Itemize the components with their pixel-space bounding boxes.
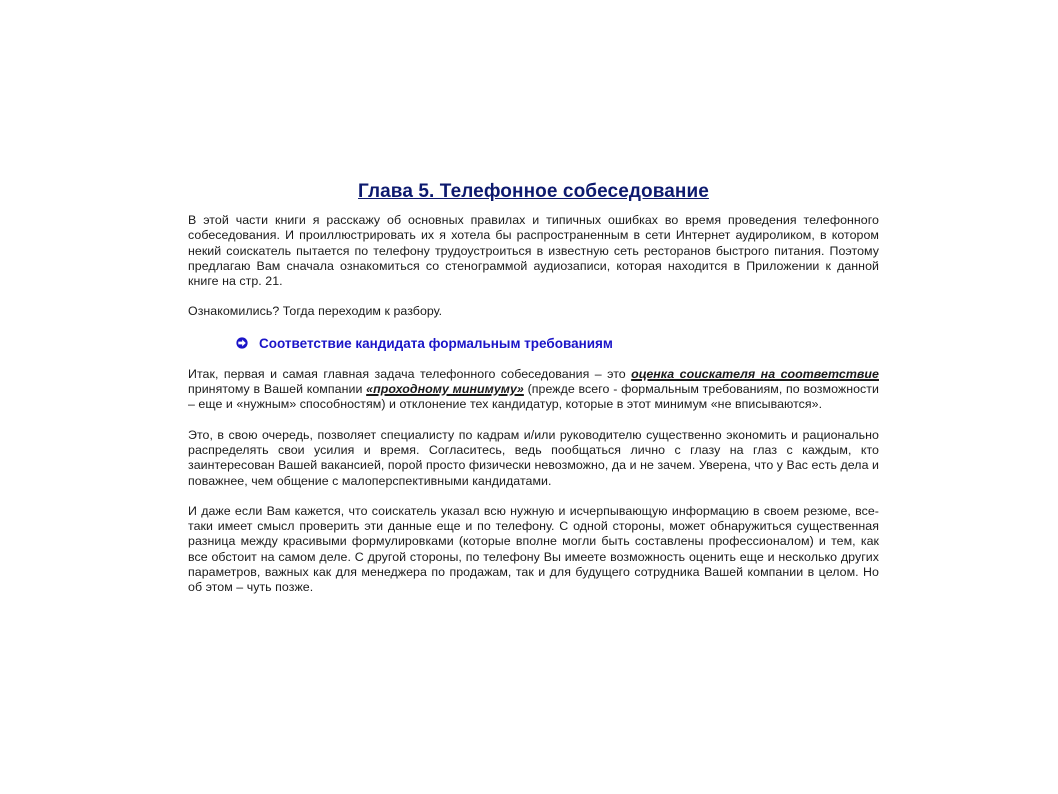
- task-paragraph: [188, 367, 879, 413]
- task-text-part3: (прежде всего - формальным требованиям, по возможности – еще и «нужным» способностям) и отклонение тех кандидатур, которые в этот минимум «не вписываются».: [188, 382, 879, 412]
- circled-arrow-right-icon: [236, 337, 248, 349]
- paragraph-spacer: [188, 413, 879, 428]
- task-text-part1: Итак, первая и самая главная задача телефонного собеседования – это: [188, 366, 632, 381]
- section-heading-text: Соответствие кандидата формальным требованиям: [259, 335, 613, 351]
- task-emphasis-assessment: оценка соискателя на соответствие: [631, 366, 879, 381]
- task-emphasis-minimum: «проходному минимуму»: [366, 382, 524, 397]
- verification-paragraph: И даже если Вам кажется, что соискатель указал всю нужную и исчерпывающую информацию в своем резюме, все-таки имеет смысл проверить эти данные еще и по телефону. С одной стороны, может обнаружиться существенная разница между красивыми формулировками (которые вполне могли быть составлены профессионалом) и тем, как все обстоит на самом деле. С другой стороны, по телефону Вы имеете возможность оценить еще и несколько других параметров, важных как для менеджера по продажам, так и для будущего сотрудника Вашей компании в целом. Но об этом – чуть позже.: [188, 503, 879, 595]
- paragraph-spacer: [188, 352, 879, 367]
- section-heading: [236, 335, 879, 352]
- paragraph-spacer: [188, 289, 879, 304]
- chapter-title: Глава 5. Телефонное собеседование: [358, 181, 709, 202]
- intro-paragraph: В этой части книги я расскажу об основных правилах и типичных ошибках во время проведения телефонного собеседования. И проиллюстрировать их я хотела бы распространенным в сети Интернет аудироликом, в котором некий соискатель пытается по телефону трудоустроиться в известную сеть ресторанов быстрого питания. Поэтому предлагаю Вам сначала ознакомиться со стенограммой аудиозаписи, которая находится в Приложении к данной книге на стр. 21.: [188, 213, 879, 289]
- paragraph-spacer: [188, 320, 879, 335]
- benefit-paragraph: Это, в свою очередь, позволяет специалисту по кадрам и/или руководителю существенно экономить и рационально распределять свои усилия и время. Согласитесь, ведь пообщаться лично с глазу на глаз с каждым, кто заинтересован Вашей вакансией, порой просто физически невозможно, да и не зачем. Уверена, что у Вас есть дела и поважнее, чем общение с малоперспективными кандидатами.: [188, 427, 879, 488]
- task-text-part2: принятому в Вашей компании: [188, 382, 367, 397]
- paragraph-spacer: [188, 489, 879, 504]
- document-content: [188, 180, 879, 596]
- transition-paragraph: Ознакомились? Тогда переходим к разбору.: [188, 304, 443, 319]
